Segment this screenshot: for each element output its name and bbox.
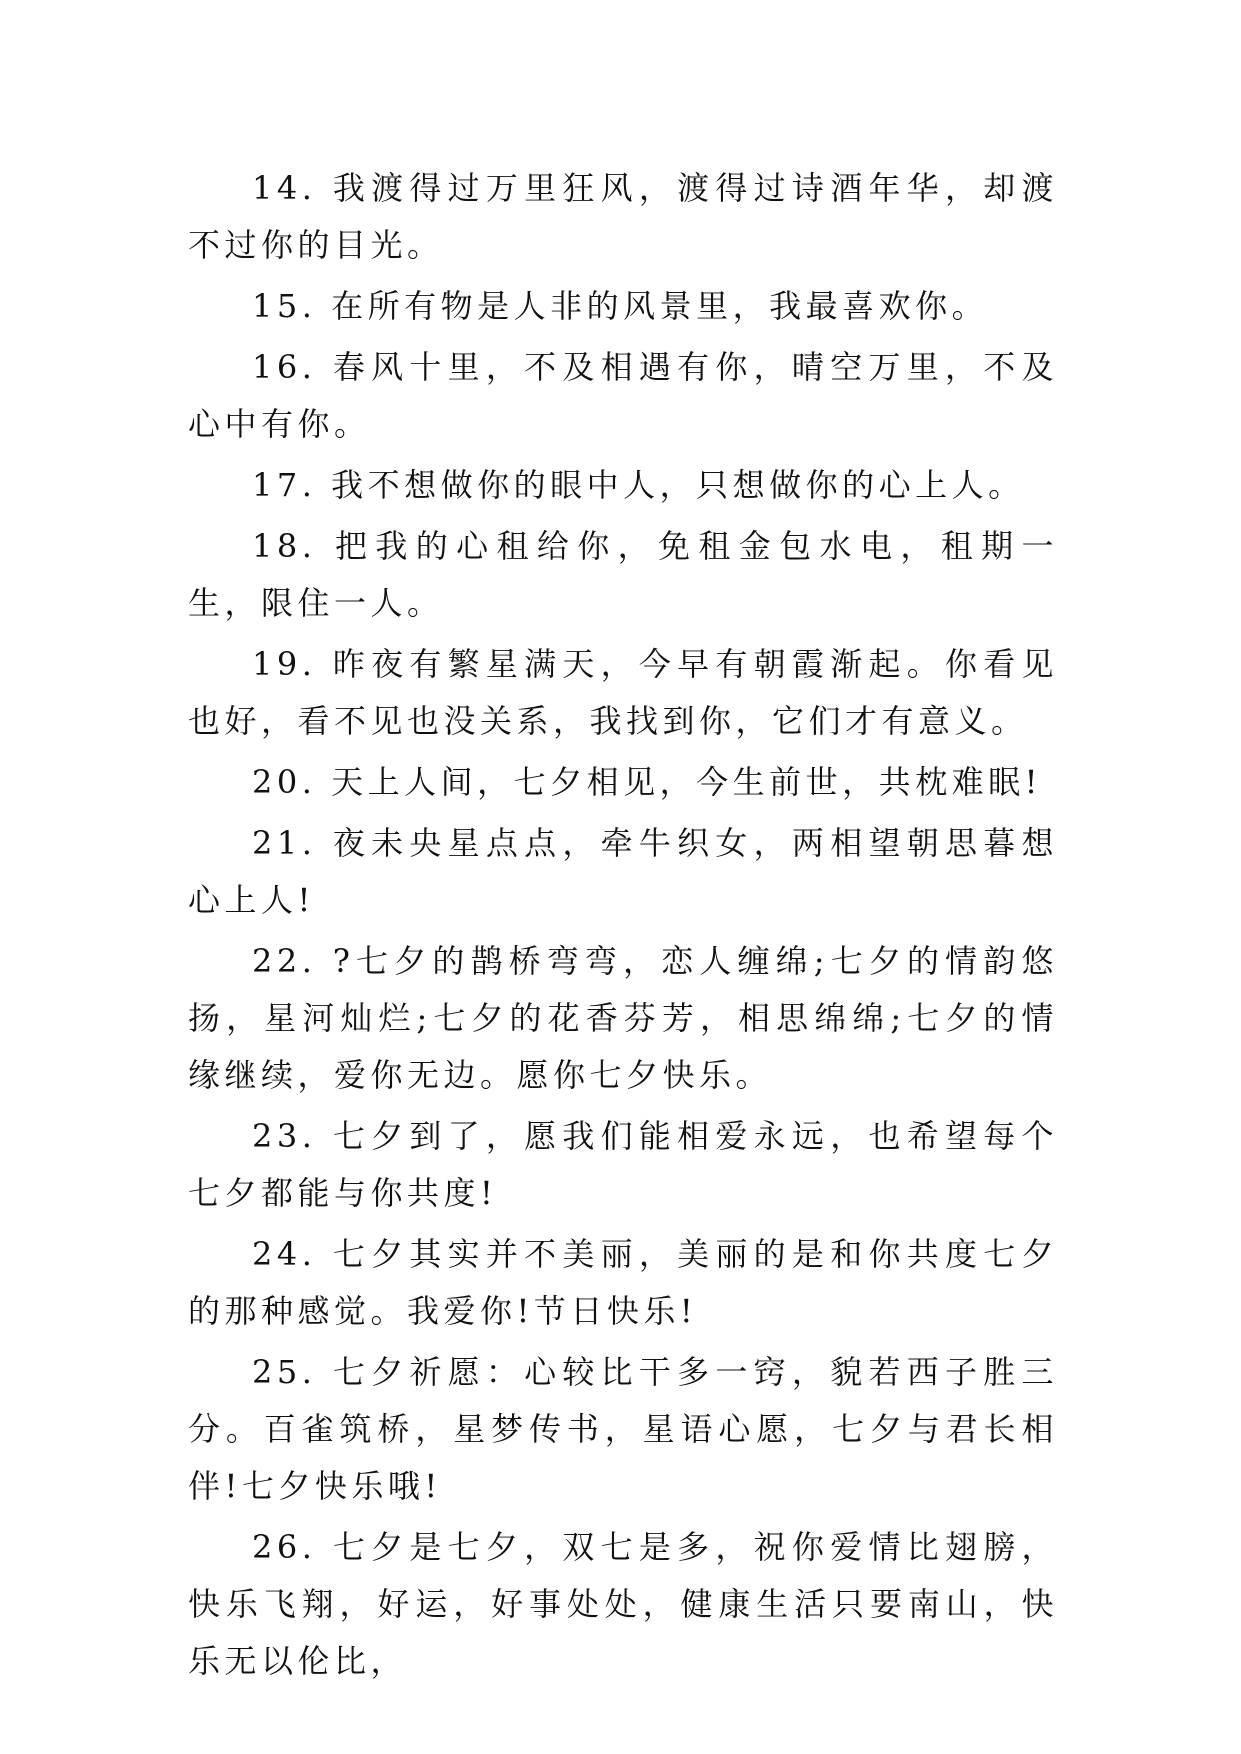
paragraph-17: 17. 我不想做你的眼中人，只想做你的心上人。 [252,466,1025,504]
paragraph-22: 22. ?七夕的鹊桥弯弯，恋人缠绵;七夕的情韵悠扬，星河灿烂;七夕的花香芬芳，相思绵绵;七夕的情缘继续，爱你无边。愿你七夕快乐。 [188,942,1058,1094]
paragraph-24: 24. 七夕其实并不美丽，美丽的是和你共度七夕的那种感觉。我爱你!节日快乐! [188,1235,1058,1330]
paragraph-26: 26. 七夕是七夕，双七是多，祝你爱情比翅膀，快乐飞翔，好运，好事处处，健康生活只要南山，快乐无以伦比， [188,1528,1058,1680]
paragraph-19: 19. 昨夜有繁星满天，今早有朝霞渐起。你看见也好，看不见也没关系，我找到你，它们才有意义。 [188,645,1058,740]
paragraph-23: 23. 七夕到了，愿我们能相爱永远，也希望每个七夕都能与你共度! [188,1117,1058,1212]
paragraph-20: 20. 天上人间，七夕相见，今生前世，共枕难眠! [252,763,1042,801]
paragraph-18: 18. 把我的心租给你，免租金包水电，租期一生，限住一人。 [188,527,1058,622]
paragraph-16: 16. 春风十里，不及相遇有你，晴空万里，不及心中有你。 [188,348,1058,443]
document-body [188,160,1058,1694]
paragraph-14: 14. 我渡得过万里狂风，渡得过诗酒年华，却渡不过你的目光。 [188,169,1058,264]
paragraph-15: 15. 在所有物是人非的风景里，我最喜欢你。 [252,287,989,325]
paragraph-21: 21. 夜未央星点点，牵牛织女，两相望朝思暮想心上人! [188,824,1058,919]
paragraph-25: 25. 七夕祈愿：心较比干多一窍，貌若西子胜三分。百雀筑桥，星梦传书，星语心愿，七夕与君长相伴!七夕快乐哦! [188,1353,1058,1505]
